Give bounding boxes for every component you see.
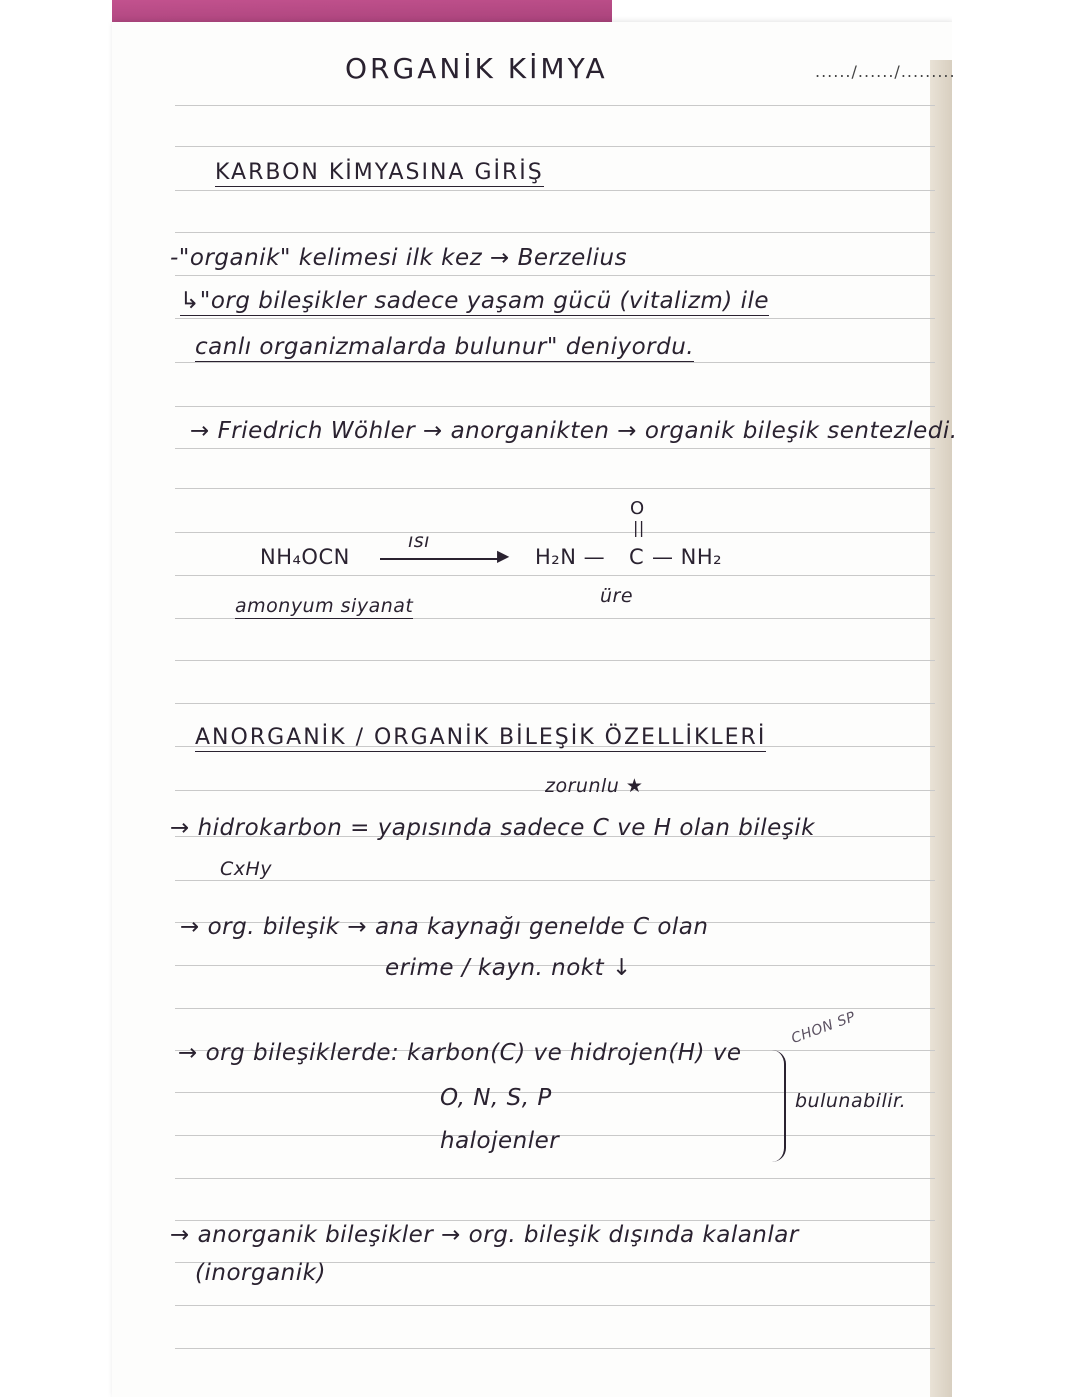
ruled-line — [175, 190, 935, 191]
arrow-head-icon: ▶ — [497, 546, 510, 565]
notebook-page — [112, 22, 952, 1397]
ruled-line — [175, 660, 935, 661]
double-bond: || — [633, 518, 645, 537]
note-line-erime: erime / kayn. nokt ↓ — [385, 955, 632, 981]
section-heading-ozellikler: ANORGANİK / ORGANİK BİLEŞİK ÖZELLİKLERİ — [195, 725, 767, 750]
product-name: üre — [600, 585, 634, 607]
note-line-vitalizm: ↳"org bileşikler sadece yaşam gücü (vitalizm) ile — [180, 288, 770, 314]
note-line-wohler: → Friedrich Wöhler → anorganikten → organik bileşik sentezledi. — [190, 418, 958, 444]
reactant-formula: NH₄OCN — [260, 545, 350, 569]
zorunlu-note: zorunlu ★ — [545, 775, 644, 797]
ruled-line — [175, 575, 935, 576]
product-left: H₂N — — [535, 545, 606, 569]
reactant-name: amonyum siyanat — [235, 595, 414, 617]
ruled-line — [175, 1348, 935, 1349]
note-line-hidrokarbon: → hidrokarbon = yapısında sadece C ve H olan bileşik — [170, 815, 815, 841]
ruled-line — [175, 318, 935, 319]
ruled-line — [175, 1008, 935, 1009]
product-oxygen: O — [630, 498, 645, 519]
note-line-organik: -"organik" kelimesi ilk kez → Berzelius — [170, 245, 628, 271]
ruled-line — [175, 448, 935, 449]
reaction-condition: ısı — [408, 530, 430, 552]
note-line-org-bilesik: → org. bileşik → ana kaynağı genelde C olan — [180, 914, 709, 940]
ruled-line — [175, 275, 935, 276]
ruled-line — [175, 703, 935, 704]
ruled-line — [175, 488, 935, 489]
ruled-line — [175, 146, 935, 147]
section-heading-karbon: KARBON KİMYASINA GİRİŞ — [215, 160, 544, 185]
hidrokarbon-formula: CxHy — [220, 858, 273, 880]
ruled-line — [175, 1305, 935, 1306]
note-line-elementler: → org bileşiklerde: karbon(C) ve hidrojen(H) ve — [178, 1040, 742, 1066]
ruled-line — [175, 406, 935, 407]
product-right: — NH₂ — [652, 545, 723, 569]
ruled-line — [175, 880, 935, 881]
curly-brace — [768, 1050, 786, 1162]
ruled-line — [175, 232, 935, 233]
ruled-line — [175, 105, 935, 106]
date-field: ....../....../......... — [815, 62, 956, 81]
background — [952, 0, 1080, 1397]
note-line-inorganik: (inorganik) — [195, 1260, 326, 1286]
note-line-halojenler: halojenler — [440, 1128, 560, 1154]
page-title: ORGANİK KİMYA — [345, 52, 608, 85]
reaction-arrow — [380, 558, 500, 560]
ruled-line — [175, 532, 935, 533]
note-line-anorganik: → anorganik bileşikler → org. bileşik dışında kalanlar — [170, 1222, 799, 1248]
corner-note-chon: CHON SP — [789, 1009, 858, 1047]
note-line-organizma: canlı organizmalarda bulunur" deniyordu. — [195, 334, 695, 360]
ruled-line — [175, 1178, 935, 1179]
note-line-onsp: O, N, S, P — [440, 1085, 552, 1111]
page-edge — [930, 60, 952, 1397]
ruled-line — [175, 362, 935, 363]
side-note-bulunabilir: bulunabilir. — [795, 1090, 907, 1112]
ruled-line — [175, 1220, 935, 1221]
product-carbon: C — [629, 545, 645, 569]
